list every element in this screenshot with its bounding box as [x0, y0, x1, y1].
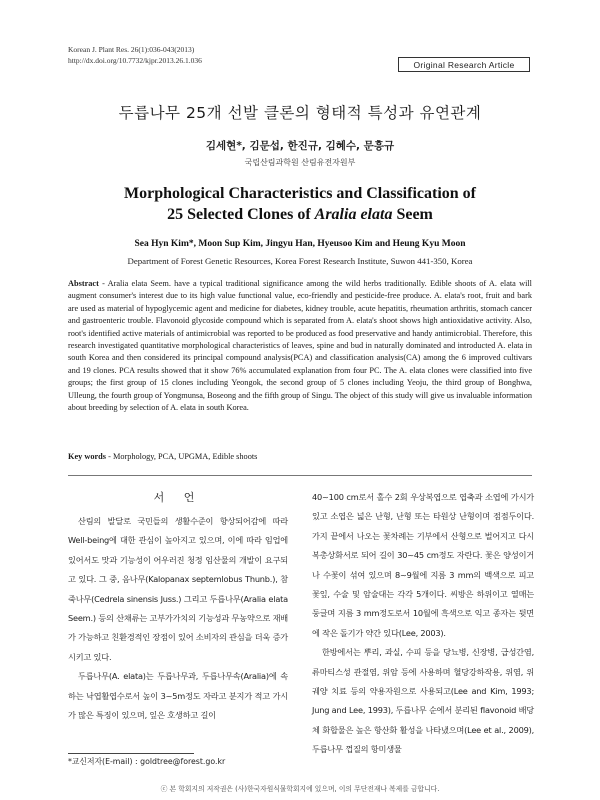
english-title — [0, 183, 600, 225]
body-paragraph: 40~100 cm로서 홀수 2회 우상복엽으로 엽축과 소엽에 가시가 있고 소엽은 넓은 난형, 난형 또는 타원상 난형이며 점점두이다. 가지 끝에서 나오는 꽃차례는 기부에서 산형으로 벌어지고 다시 복총상화서로 되어 길이 30~45 cm정도 자란다. 꽃은 양성이거나 수꽃이 섞여 있으며 8~9월에 지름 3 mm의 백색으로 피고 꽃잎, 수술 및 암술대는 각각 5개이다. 씨방은 하위이고 열매는 둥글며 지름 3 mm정도로서 10월에 흑색으로 익고 종자는 뒷면에 작은 돌기가 약간 있다(Lee, 2003). — [312, 492, 534, 638]
abstract-text: - Aralia elata Seem. have a typical traditional significance among the wild herbs traditionally. Edible shoots of A. elata will augment consumer's interest due to its high value functional value, eco-friendly and pesticide-free produce. A. elata's root, fruit and bark are used as material of hypoglycemic agent and medicine for diabetes, kidney trouble, acute hepatitis, rheumation arthritis, stomach cancer and gastroenteric trouble. Flavonoid glycoside compound which is separated from A. elata's shoot shows high antioxidative activity. Also, root's identified active materials of antimicrobial was reported to be produced as food preservative and handy antimicrobial. Therefore, this research investigated quantitative morphological characteristics of leaves, spine and bud in naturally dominated and introducted A. elata in south Korea and then considered its principal compound analysis(PCA) and classification analysis(CA) among the 6 improved cultivars and 19 clones. PCA results showed that it show 76% accumulated explanation from four PC. The A. elata clones were classified into five groups; the first group of 15 clones including Yeongok, the second group of 5 clones including Yeoju, the third group of Bonghwa, Ulleung, the fourth group of Yongmunsa, Boseong and the fifth group of Singu. The object of this study will give us invaluable information about breeding by selection of A. elata in south Korea. — [68, 279, 532, 413]
footnote-rule — [68, 753, 194, 754]
journal-citation: Korean J. Plant Res. 26(1):036-043(2013) — [68, 45, 195, 54]
abstract — [68, 278, 532, 414]
korean-title: 두릅나무 25개 선발 클론의 형태적 특성과 유연관계 — [118, 104, 482, 122]
section-title: 서 언 — [153, 491, 203, 504]
abstract-label: Abstract — [68, 279, 99, 288]
english-authors: Sea Hyn Kim*, Moon Sup Kim, Jingyu Han, Hyeusoo Kim and Heung Kyu Moon — [134, 239, 466, 249]
body-paragraph: 두릅나무(A. elata)는 두릅나무과, 두릅나무속(Aralia)에 속하는 낙엽활엽수로서 높이 3~5m정도 자라고 분지가 적고 가시가 많은 특징이 있으며, 잎은 호생하고 길이 — [68, 671, 288, 721]
article-type-badge: Original Research Article — [398, 57, 530, 72]
korean-affiliation: 국립산림과학원 산림유전자원부 — [244, 158, 356, 167]
section-divider — [68, 475, 532, 476]
copyright-notice: ⓒ 본 학회지의 저작권은 (사)한국자원식물학회지에 있으며, 이의 무단전재나 복제를 금합니다. — [160, 785, 440, 793]
keywords-label: Key words — [68, 452, 107, 461]
body-paragraph: 산림의 발달로 국민들의 생활수준이 향상되어감에 따라 Well-being에 대한 관심이 높아지고 있으며, 이에 따라 임업에 있어서도 맛과 기능성이 어우러진 청정 임산물의 개발이 요구되고 있다. 그 중, 음나무(Kalopanax septemlobus Thunb.), 참죽나무(Cedrela sinensis Juss.) 그리고 두릅나무(Aralia elata Seem.) 등의 산채류는 고부가가치의 기능성과 무농약으로 재배가 가능하고 친환경적인 장점이 있어 소비자의 관심을 더욱 증가 시키고 있다. — [68, 516, 288, 662]
body-column-left — [68, 512, 288, 725]
body-column-right — [312, 488, 534, 760]
english-title-line2: 25 Selected Clones of Aralia elata Seem — [167, 206, 433, 223]
journal-header — [68, 44, 202, 66]
english-title-line1: Morphological Characteristics and Classification of — [124, 185, 476, 202]
body-paragraph: 한방에서는 뿌리, 과실, 수피 등을 당뇨병, 신장병, 급성간염, 류마티스성 관절염, 위암 등에 사용하며 혈당강하작용, 위염, 위궤양 치료 등의 약용자원으로 사용되고(Lee and Kim, 1993; Jung and Lee, 1993), 두릅나무 순에서 분리된 flavonoid 배당체 화합물은 높은 항산화 활성을 나타냈으며(Lee et al., 2009), 두릅나무 껍질의 항미생물 — [312, 647, 534, 755]
corresponding-author-footnote: *교신저자(E-mail) : goldtree@forest.go.kr — [68, 757, 226, 766]
english-affiliation: Department of Forest Genetic Resources, Korea Forest Research Institute, Suwon 441-350, Korea — [127, 256, 473, 266]
keywords — [68, 452, 532, 461]
korean-authors: 김세현*, 김문섭, 한진규, 김혜수, 문흥규 — [205, 140, 395, 152]
keywords-text: - Morphology, PCA, UPGMA, Edible shoots — [106, 452, 258, 461]
doi-link[interactable]: http://dx.doi.org/10.7732/kjpr.2013.26.1.036 — [68, 56, 202, 65]
